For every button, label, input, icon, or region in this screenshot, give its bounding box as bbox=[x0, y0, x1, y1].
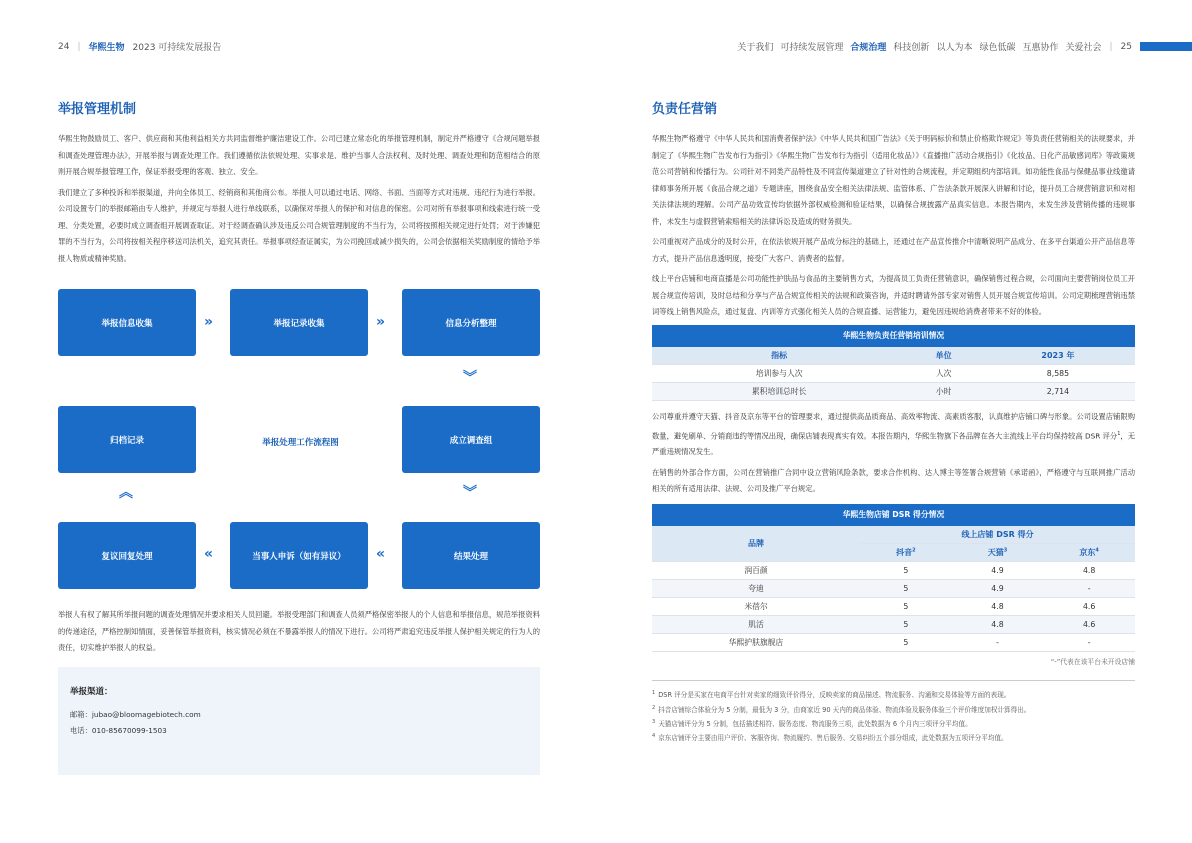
paragraph: 线上平台店铺和电商直播是公司功能性护肤品与食品的主要销售方式，为提高员工负责任营销意识，确保销售过程合规，公司面向主要营销岗位员工开展合规宣传培训，及时总结和分享与产品合规宣传相关的法规和政策咨询，并适时聘请外部专家对销售人员开展合规宣传培训。公司定期梳理营销违禁词等线上销售风险点，通过复盘、内训等方式强化相关人员的合规直播、运营能力，避免因违规给消费者带来不好的体验。 bbox=[652, 274, 1135, 316]
arrow-left-icon: « bbox=[204, 546, 214, 562]
channel-email: 邮箱：jubao@bloomagebiotech.com bbox=[70, 709, 201, 719]
right-page bbox=[652, 98, 1135, 744]
flow-step: 结果处理 bbox=[402, 522, 540, 589]
column-header: 品牌 bbox=[652, 526, 860, 562]
section-title: 负责任营销 bbox=[652, 102, 718, 117]
table-row: 夸迪 5 4.9 - bbox=[652, 580, 1135, 598]
paragraph: 举报人有权了解其所举报问题的调查处理情况并要求相关人员回避。举报受理部门和调查人员须严格保密举报人的个人信息和举报信息，规范举报资料的传递途径，严格控制知情面，妥善保管举报资料，核实情况必须在不暴露举报人的情况下进行。公司将严肃追究违反举报人保护相关规定的行为人的责任，切实维护举报人的权益。 bbox=[58, 610, 540, 652]
table-row: 华熙护肤旗舰店 5 - - bbox=[652, 634, 1135, 652]
column-header: 天猫$^3$ bbox=[952, 544, 1044, 562]
arrow-down-icon: ︾ bbox=[463, 370, 477, 386]
column-header: 抖音$^2$ bbox=[860, 544, 952, 562]
header-left bbox=[58, 40, 221, 53]
report-channel-box bbox=[58, 667, 540, 775]
table-row: 肌活 5 4.8 4.6 bbox=[652, 616, 1135, 634]
flowchart-title: 举报处理工作流程图 bbox=[262, 438, 339, 448]
paragraph: 华熙生物鼓励员工、客户、供应商和其他利益相关方共同监督维护廉洁建设工作。公司已建立常态化的举报管理机制，制定并严格遵守《合规问题举报和调查处理管理办法》，开展举报与调查处理工作。我们遵循依法依规处理、实事求是、维护当事人合法权利、及时处理、调查处理和防范相结合的原则开展合规举报管理工作，保证举报受理的客观、独立、安全。 bbox=[58, 134, 540, 176]
table-row: 米蓓尔 5 4.8 4.6 bbox=[652, 598, 1135, 616]
paragraph: 公司重视对产品成分的及时公开，在依法依规开展产品成分标注的基础上，还通过在产品宣传推介中清晰说明产品成分、在多平台渠道公开产品信息等方式，提升产品信息透明度，接受广大客户、消费者的监督。 bbox=[652, 237, 1135, 263]
arrow-right-icon: » bbox=[204, 314, 214, 330]
nav-item[interactable]: 绿色低碳 bbox=[979, 43, 1016, 53]
nav-item[interactable]: 可持续发展管理 bbox=[780, 43, 844, 53]
column-header: 指标 bbox=[652, 347, 906, 365]
flowchart bbox=[58, 289, 540, 607]
page-number-right: 25 bbox=[1120, 41, 1132, 52]
column-header: 京东$^4$ bbox=[1043, 544, 1135, 562]
paragraph: 在销售的外部合作方面，公司在营销推广合同中设立营销风险条款，要求合作机构、达人博主等签署合规营销《承诺函》，严格遵守与互联网推广活动相关的所有适用法律、法规、公司及推广平台规定。 bbox=[652, 467, 1135, 494]
arrow-up-icon: ︽ bbox=[119, 485, 133, 501]
brand-logo: 华熙生物 bbox=[88, 43, 125, 53]
flow-step: 信息分析整理 bbox=[402, 289, 540, 356]
column-header: 2023 年 bbox=[981, 347, 1135, 365]
footnote-ref: 1 bbox=[1117, 430, 1121, 437]
nav-item[interactable]: 科技创新 bbox=[893, 43, 930, 53]
paragraph: 我们建立了多种投诉和举报渠道，并向全体员工、经销商和其他商公布。举报人可以通过电话、网络、书面、当面等方式对违规、违纪行为进行举报。公司设置专门的举报邮箱由专人维护，并规定与举报人进行单线联系，以确保对举报人的保护和对信息的保密。公司对所有举报事项和线索进行统一受理、分类处置，必要时成立调查组开展调查取证。对于经调查确认涉及违反公司合规管理制度的不当行为，公司将按照相关规定进行处罚；对于涉嫌犯罪的不当行为，公司将按相关程序移送司法机关，追究其责任。举报事项经查证属实，为公司挽回或减少损失的，公司会依据相关奖励制度的情给予举报人物质或精神奖励。 bbox=[58, 187, 540, 263]
flow-step: 复议回复处理 bbox=[58, 522, 196, 589]
accent-bar bbox=[1140, 42, 1192, 51]
arrow-left-icon: « bbox=[376, 546, 386, 562]
footnote: $^1$ DSR 评分是买家在电商平台针对卖家的细致评价得分，反映卖家的商品描述、物流服务、沟通和交易体验等方面的表现。 bbox=[652, 690, 1011, 700]
divider: | bbox=[1109, 41, 1113, 52]
footnote: $^2$ 抖音店铺综合体验分为 5 分制，最低为 3 分，由商家近 90 天内的商品体验、物流体验及服务体验三个评价维度加权计算得出。 bbox=[652, 704, 1031, 714]
table-caption: 华熙生物店铺 DSR 得分情况 bbox=[652, 504, 1135, 526]
channel-title: 举报渠道： bbox=[70, 686, 113, 697]
nav-item[interactable]: 关于我们 bbox=[737, 43, 774, 53]
table-row: 润百颜 5 4.9 4.8 bbox=[652, 562, 1135, 580]
page-number-left: 24 bbox=[58, 41, 70, 52]
divider: | bbox=[77, 41, 81, 52]
footnote: $^4$ 京东店铺评分主要由用户评价、客服咨询、物流履约、售后服务、交易纠纷五个部分组成，此处数据为五项评分平均值。 bbox=[652, 732, 1008, 743]
flow-step: 归档记录 bbox=[58, 406, 196, 473]
table-note: “-”代表在该平台未开设店铺 bbox=[1050, 658, 1135, 667]
training-table bbox=[652, 325, 1135, 402]
arrow-right-icon: » bbox=[376, 314, 386, 330]
footnotes bbox=[652, 680, 1135, 744]
chapter-nav bbox=[737, 40, 1101, 53]
column-group-header: 线上店铺 DSR 得分 bbox=[860, 526, 1135, 544]
nav-item[interactable]: 关爱社会 bbox=[1065, 43, 1102, 53]
left-page bbox=[58, 98, 540, 775]
flow-step: 当事人申诉（如有异议） bbox=[230, 522, 368, 589]
email-link[interactable]: jubao@bloomagebiotech.com bbox=[91, 709, 201, 719]
paragraph: 公司尊重并遵守天猫、抖音及京东等平台的管理要求，通过提供高品质商品、高效率物流、高素质客服，认真维护店铺口碑与形象。公司设置店铺限购数量，避免刷单、分销商违约等情况出现，确保店铺表现真实有效。本报告期内，华熙生物旗下各品牌在各大主流线上平台均保持较高 DSR 评分$^1$，无严重违规情况发生。 bbox=[652, 412, 1135, 457]
flow-step: 举报记录收集 bbox=[230, 289, 368, 356]
table-row: 累积培训总时长 小时 2,714 bbox=[652, 383, 1135, 401]
arrow-down-icon: ︾ bbox=[463, 485, 477, 501]
nav-item[interactable]: 以人为本 bbox=[936, 43, 973, 53]
flow-step: 成立调查组 bbox=[402, 406, 540, 473]
channel-phone: 电话：010-85670099-1503 bbox=[70, 725, 167, 735]
table-caption: 华熙生物负责任营销培训情况 bbox=[652, 325, 1135, 347]
footnote: $^3$ 天猫店铺评分为 5 分制，包括描述相符、服务态度、物流服务三项，此处数据为 6 个月内三项评分平均值。 bbox=[652, 718, 972, 728]
nav-item[interactable]: 互惠协作 bbox=[1022, 43, 1059, 53]
table-row: 培训参与人次 人次 8,585 bbox=[652, 365, 1135, 383]
dsr-table bbox=[652, 504, 1135, 653]
paragraph: 华熙生物严格遵守《中华人民共和国消费者保护法》《中华人民共和国广告法》《关于明码标价和禁止价格欺诈规定》等负责任营销相关的法规要求，并制定了《华熙生物广告发布行为指引》《华熙生物广告发布行为指引（适用化妆品）》《直播推广活动合规指引》《化妆品、日化产品敏感词库》等政策规范公司营销和传播行为。公司针对不同类产品特性及不同宣传渠道建立了针对性的合规流程，并定期组织内部培训。如功能性食品与保健品事业线邀请律师事务所开展《食品合规之道》专题讲座，围绕食品安全相关法律法规、监管体系、广告法条款开展深入讲解和讨论，提升员工合规营销意识和对相关法律法规的理解。公司产品功效宣传均依据外部权威检测和验证结果，以确保合规披露产品真实信息。本报告期内，未发生涉及营销传播的违规事件，未发生与虚假营销索赔相关的法律诉讼及造成的财务损失。 bbox=[652, 134, 1135, 226]
report-title: 2023 可持续发展报告 bbox=[132, 43, 222, 53]
column-header: 单位 bbox=[906, 347, 981, 365]
phone-number: 010-85670099-1503 bbox=[91, 725, 167, 735]
header-right bbox=[737, 40, 1192, 53]
section-title: 举报管理机制 bbox=[58, 102, 137, 117]
nav-item-active[interactable]: 合规治理 bbox=[850, 43, 887, 53]
flow-step: 举报信息收集 bbox=[58, 289, 196, 356]
